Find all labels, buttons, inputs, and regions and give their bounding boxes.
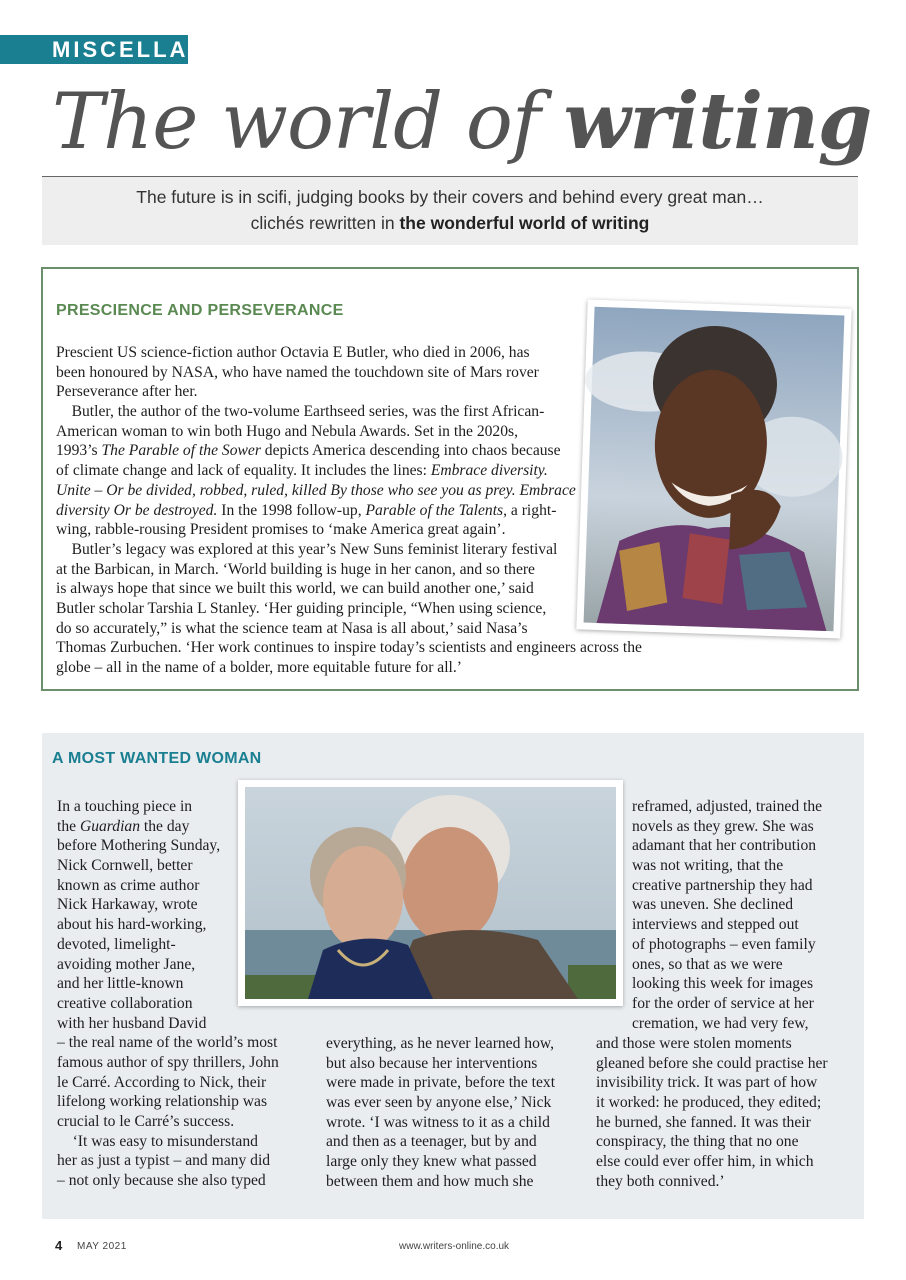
text-line: reframed, adjusted, trained the xyxy=(632,798,823,815)
page-title xyxy=(52,72,871,172)
text-line: creative partnership they had xyxy=(632,876,813,894)
text-line: was uneven. She declined xyxy=(632,896,794,914)
story2-heading: A MOST WANTED WOMAN xyxy=(52,750,262,767)
text-line: diversity Or be destroyed. In the 1998 follow-up, Parable of the Talents, a right- xyxy=(56,501,557,519)
text-line: it worked: he produced, they edited; xyxy=(596,1094,822,1112)
text-line: conspiracy, the thing that no one xyxy=(596,1133,799,1151)
text-line: devoted, limelight- xyxy=(57,935,176,953)
standfirst xyxy=(42,176,858,245)
text-line: everything, as he never learned how, xyxy=(326,1035,555,1052)
story2-column-2 xyxy=(326,1034,555,1192)
website-url: www.writers-online.co.uk xyxy=(399,1241,510,1252)
text-line: novels as they grew. She was xyxy=(632,817,814,835)
text-line: gleaned before she could practise her xyxy=(596,1054,828,1072)
text-line: In a touching piece in xyxy=(57,798,193,815)
title-light: The world of xyxy=(52,77,540,167)
title-bold: writing xyxy=(563,76,872,167)
standfirst-bold: the wonderful world of writing xyxy=(399,213,650,233)
standfirst-plain: clichés rewritten in xyxy=(250,213,395,233)
text-line: large only they knew what passed xyxy=(326,1153,537,1171)
text-line: he burned, she fanned. It was their xyxy=(596,1113,811,1131)
text-line: Butler scholar Tarshia L Stanley. ‘Her guiding principle, “When using science, xyxy=(56,599,547,617)
portrait-photo xyxy=(576,299,851,638)
story2-column-1 xyxy=(57,797,279,1191)
text-line: Perseverance after her. xyxy=(56,383,198,401)
text-line: Butler’s legacy was explored at this year’s New Suns feminist literary festival xyxy=(56,540,558,558)
text-line: Prescient US science-fiction author Octavia E Butler, who died in 2006, has xyxy=(56,344,530,361)
text-line: about his hard-working, xyxy=(57,916,207,934)
text-line: of climate change and lack of equality. It includes the lines: Embrace diversity. xyxy=(56,462,548,480)
story2-column-3-continued xyxy=(596,1034,828,1192)
text-line: crucial to le Carré’s success. xyxy=(57,1113,235,1130)
text-line: ones, so that as we were xyxy=(632,955,783,973)
text-line: at the Barbican, in March. ‘World building is huge in her canon, and so there xyxy=(56,560,535,578)
text-line: else could ever offer him, in which xyxy=(596,1153,814,1171)
text-line: but also because her interventions xyxy=(326,1054,538,1072)
text-line: 1993’s The Parable of the Sower depicts America descending into chaos because xyxy=(56,442,561,460)
text-line: avoiding mother Jane, xyxy=(57,955,196,973)
text-line: Nick Cornwell, better xyxy=(57,857,193,875)
story2-column-3 xyxy=(632,797,822,1033)
page-number: 4 xyxy=(55,1238,63,1253)
text-line: with her husband David xyxy=(57,1014,207,1032)
text-line: and then as a teenager, but by and xyxy=(326,1133,537,1151)
text-line: was ever seen by anyone else,’ Nick xyxy=(326,1094,552,1112)
text-line: before Mothering Sunday, xyxy=(57,837,221,855)
story1-heading: PRESCIENCE AND PERSEVERANCE xyxy=(56,302,344,319)
text-line: they both connived.’ xyxy=(596,1172,725,1190)
text-line: Thomas Zurbuchen. ‘Her work continues to inspire today’s scientists and engineers across the xyxy=(56,639,642,657)
text-line: is always hope that since we built this world, we can build another one,’ said xyxy=(56,580,534,598)
text-line: invisibility trick. It was part of how xyxy=(596,1074,818,1092)
text-line: was not writing, that the xyxy=(632,857,784,875)
text-line: Nick Harkaway, wrote xyxy=(57,896,198,914)
text-line: her as just a typist – and many did xyxy=(57,1152,271,1170)
standfirst-line1: The future is in scifi, judging books by their covers and behind every great man… xyxy=(136,187,764,207)
text-line: and those were stolen moments xyxy=(596,1035,792,1052)
couple-photo xyxy=(238,780,623,1006)
text-line: ‘It was easy to misunderstand xyxy=(57,1132,258,1150)
text-line: – not only because she also typed xyxy=(57,1172,266,1190)
text-line: been honoured by NASA, who have named the touchdown site of Mars rover xyxy=(56,363,539,381)
text-line: do so accurately,” is what the science team at Nasa is all about,’ said Nasa’s xyxy=(56,619,528,637)
text-line: – the real name of the world’s most xyxy=(57,1034,278,1052)
text-line: of photographs – even family xyxy=(632,935,816,953)
text-line: interviews and stepped out xyxy=(632,916,799,934)
text-line: creative collaboration xyxy=(57,994,193,1012)
text-line: famous author of spy thrillers, John xyxy=(57,1053,279,1071)
text-line: looking this week for images xyxy=(632,975,814,993)
text-line: between them and how much she xyxy=(326,1172,534,1190)
standfirst-line2 xyxy=(42,210,858,236)
text-line: adamant that her contribution xyxy=(632,837,817,855)
section-tag: MISCELLANY xyxy=(0,35,188,64)
text-line: the Guardian the day xyxy=(57,817,190,835)
text-line: and her little-known xyxy=(57,975,184,993)
text-line: globe – all in the name of a bolder, more equitable future for all.’ xyxy=(56,659,462,676)
text-line: for the order of service at her xyxy=(632,994,814,1012)
text-line: wing, rabble-rousing President promises to ‘make America great again’. xyxy=(56,521,506,539)
issue-date: MAY 2021 xyxy=(77,1241,127,1252)
text-line: lifelong working relationship was xyxy=(57,1093,268,1111)
text-line: were made in private, before the text xyxy=(326,1074,556,1092)
text-line: American woman to win both Hugo and Nebula Awards. Set in the 2020s, xyxy=(56,422,518,440)
text-line: known as crime author xyxy=(57,876,200,894)
text-line: Unite – Or be divided, robbed, ruled, killed By those who see you as prey. Embrace xyxy=(56,481,576,499)
text-line: cremation, we had very few, xyxy=(632,1014,809,1032)
text-line: wrote. ‘I was witness to it as a child xyxy=(326,1113,550,1131)
text-line: Butler, the author of the two-volume Earthseed series, was the first African- xyxy=(56,403,545,421)
text-line: le Carré. According to Nick, their xyxy=(57,1073,267,1091)
